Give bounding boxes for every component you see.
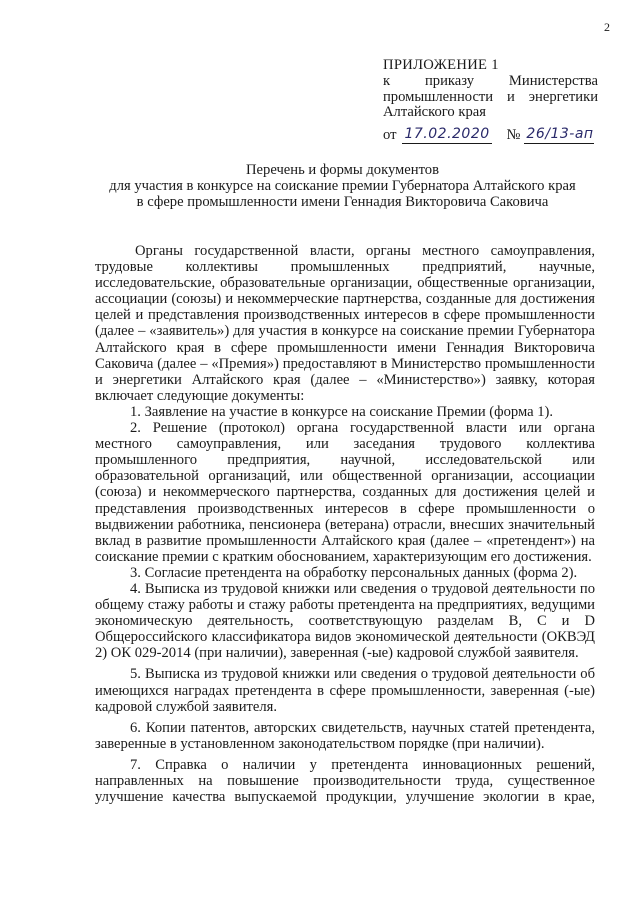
appendix-ministry: Министерства bbox=[508, 72, 598, 89]
appendix-k: к bbox=[383, 72, 391, 89]
paragraph-intro: Органы государственной власти, органы местного самоуправления, трудовые коллективы промышленных предприятий, научные, исследовательские, образовательные организации, общественные организации, ассоциации (союзы) и некоммерческие партнерства, созданные для достижения целей и представления производственных интересов в сфере промышленности (далее – «заявитель») для участия в конкурсе на соискание премии Губернатора Алтайского края в сфере промышленности имени Геннадия Викторовича Саковича (далее – «Премия») предоставляют в Министерство промышленности и энергетики Алтайского края (далее – «Министерство») заявку, которая включает следующие документы: bbox=[95, 243, 595, 404]
number-label: № bbox=[506, 127, 521, 144]
document-title-line-1: Перечень и формы документов bbox=[246, 162, 439, 178]
paragraph-item-5: 5. Выписка из трудовой книжки или сведения о трудовой деятельности об имеющихся наградах претендента в сфере промышленности, заверенная (-ые) кадровой службой заявителя. bbox=[95, 666, 595, 715]
paragraph-item-4: 4. Выписка из трудовой книжки или сведения о трудовой деятельности по общему стажу работы и стажу работы претендента на предприятиях, ведущими экономическую деятельность, соответствующую разделам B, C и D Общероссийского классификатора видов экономической деятельности (ОКВЭД 2) ОК 029-2014 (при наличии), заверенная (-ые) кадровой службой заявителя. bbox=[95, 580, 595, 662]
document-title bbox=[40, 162, 640, 210]
handwritten-number: 26/13-ап bbox=[526, 126, 594, 143]
appendix-line-3: Алтайского края bbox=[383, 104, 486, 121]
date-field bbox=[402, 127, 492, 144]
document-body bbox=[95, 243, 595, 805]
document-title-line-3: в сфере промышленности имени Геннадия Викторовича Саковича bbox=[136, 194, 549, 210]
from-label: от bbox=[383, 127, 397, 144]
paragraph-item-2: 2. Решение (протокол) органа государственной власти или органа местного самоуправления, или заседания трудового коллектива промышленного предприятия, научной, исследовательской или образовательной организаций, или общественной организации, ассоциации (союза) и некоммерческого партнерства, созданных для достижения целей и представления производственных интересов в сфере промышленности о выдвижении работника, пенсионера (ветерана) отрасли, внесших значительный вклад в развитие промышленности Алтайского края (далее – «претендент») на соискание премии с кратким обоснованием, характеризующим его достижения. bbox=[95, 420, 595, 565]
number-field bbox=[524, 127, 594, 144]
appendix-line-2: промышленности и энергетики bbox=[383, 88, 598, 105]
appendix-prikazu: приказу bbox=[424, 72, 475, 89]
paragraph-item-1: 1. Заявление на участие в конкурсе на соискание Премии (форма 1). bbox=[130, 403, 554, 420]
appendix-date-row bbox=[383, 127, 598, 144]
appendix-block bbox=[383, 58, 598, 144]
page-number: 2 bbox=[604, 20, 610, 34]
paragraph-item-6: 6. Копии патентов, авторских свидетельств, научных статей претендента, заверенные в установленном законодательством порядке (при наличии). bbox=[95, 719, 595, 752]
appendix-title: ПРИЛОЖЕНИЕ 1 bbox=[383, 57, 499, 73]
paragraph-item-3: 3. Согласие претендента на обработку персональных данных (форма 2). bbox=[130, 564, 578, 581]
document-title-line-2: для участия в конкурсе на соискание премии Губернатора Алтайского края bbox=[109, 178, 576, 194]
paragraph-item-7: 7. Справка о наличии у претендента инновационных решений, направленных на повышение производительности труда, существенное улучшение качества выпускаемой продукции, улучшение экологии в крае, bbox=[95, 756, 595, 806]
appendix-line-1 bbox=[383, 74, 598, 90]
handwritten-date: 17.02.2020 bbox=[404, 126, 490, 143]
